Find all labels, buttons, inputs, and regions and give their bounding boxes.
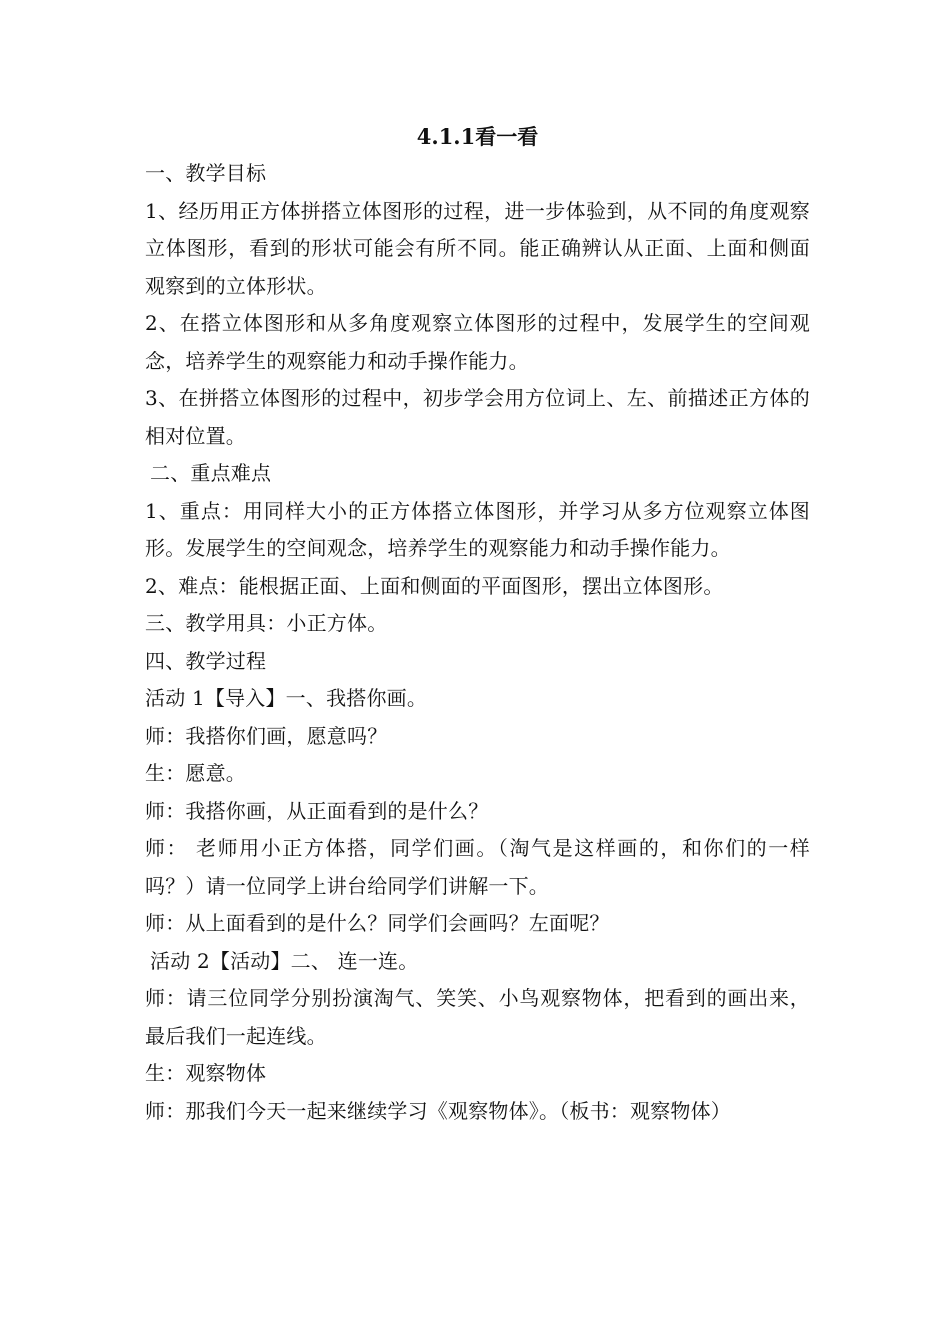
dialogue-line: 师：请三位同学分别扮演淘气、笑笑、小鸟观察物体，把看到的画出来，最后我们一起连线。: [145, 986, 810, 1048]
dialogue-line: 师： 老师用小正方体搭，同学们画。（淘气是这样画的，和你们的一样吗？）请一位同学上讲台给同学们讲解一下。: [145, 836, 810, 898]
activity-1-heading: 活动 1【导入】一、我搭你画。: [145, 686, 428, 710]
dialogue-line: 师：我搭你画，从正面看到的是什么？: [145, 798, 489, 823]
key-point-1: 1、重点：用同样大小的正方体搭立体图形，并学习从多方位观察立体图形。发展学生的空间观念，培养学生的观察能力和动手操作能力。: [145, 498, 810, 560]
document-page: [145, 118, 810, 1130]
section-heading-process: 四、教学过程: [145, 648, 267, 673]
objective-2: 2、在搭立体图形和从多角度观察立体图形的过程中，发展学生的空间观念，培养学生的观察能力和动手操作能力。: [145, 311, 810, 373]
dialogue-line: 师：那我们今天一起来继续学习《观察物体》。（板书：观察物体）: [145, 1098, 731, 1123]
key-point-2: 2、难点：能根据正面、上面和侧面的平面图形，摆出立体图形。: [145, 573, 724, 598]
section-heading-key-points: 二、重点难点: [150, 461, 272, 485]
document-title: 4.1.1看一看: [416, 124, 539, 149]
dialogue-line: 生：愿意。: [145, 761, 246, 785]
section-heading-objectives: 一、教学目标: [145, 161, 267, 185]
activity-2-heading: 活动 2【活动】二、 连一连。: [150, 948, 419, 973]
objective-3: 3、在拼搭立体图形的过程中，初步学会用方位词上、左、前描述正方体的相对位置。: [145, 386, 810, 448]
objective-1: 1、经历用正方体拼搭立体图形的过程，进一步体验到，从不同的角度观察立体图形，看到的形状可能会有所不同。能正确辨认从正面、上面和侧面观察到的立体形状。: [145, 198, 810, 298]
section-teaching-tools: 三、教学用具：小正方体。: [145, 611, 388, 635]
dialogue-line: 师：从上面看到的是什么？同学们会画吗？左面呢？: [145, 911, 610, 935]
dialogue-line: 师：我搭你们画，愿意吗？: [145, 723, 388, 748]
dialogue-line: 生：观察物体: [145, 1061, 267, 1085]
